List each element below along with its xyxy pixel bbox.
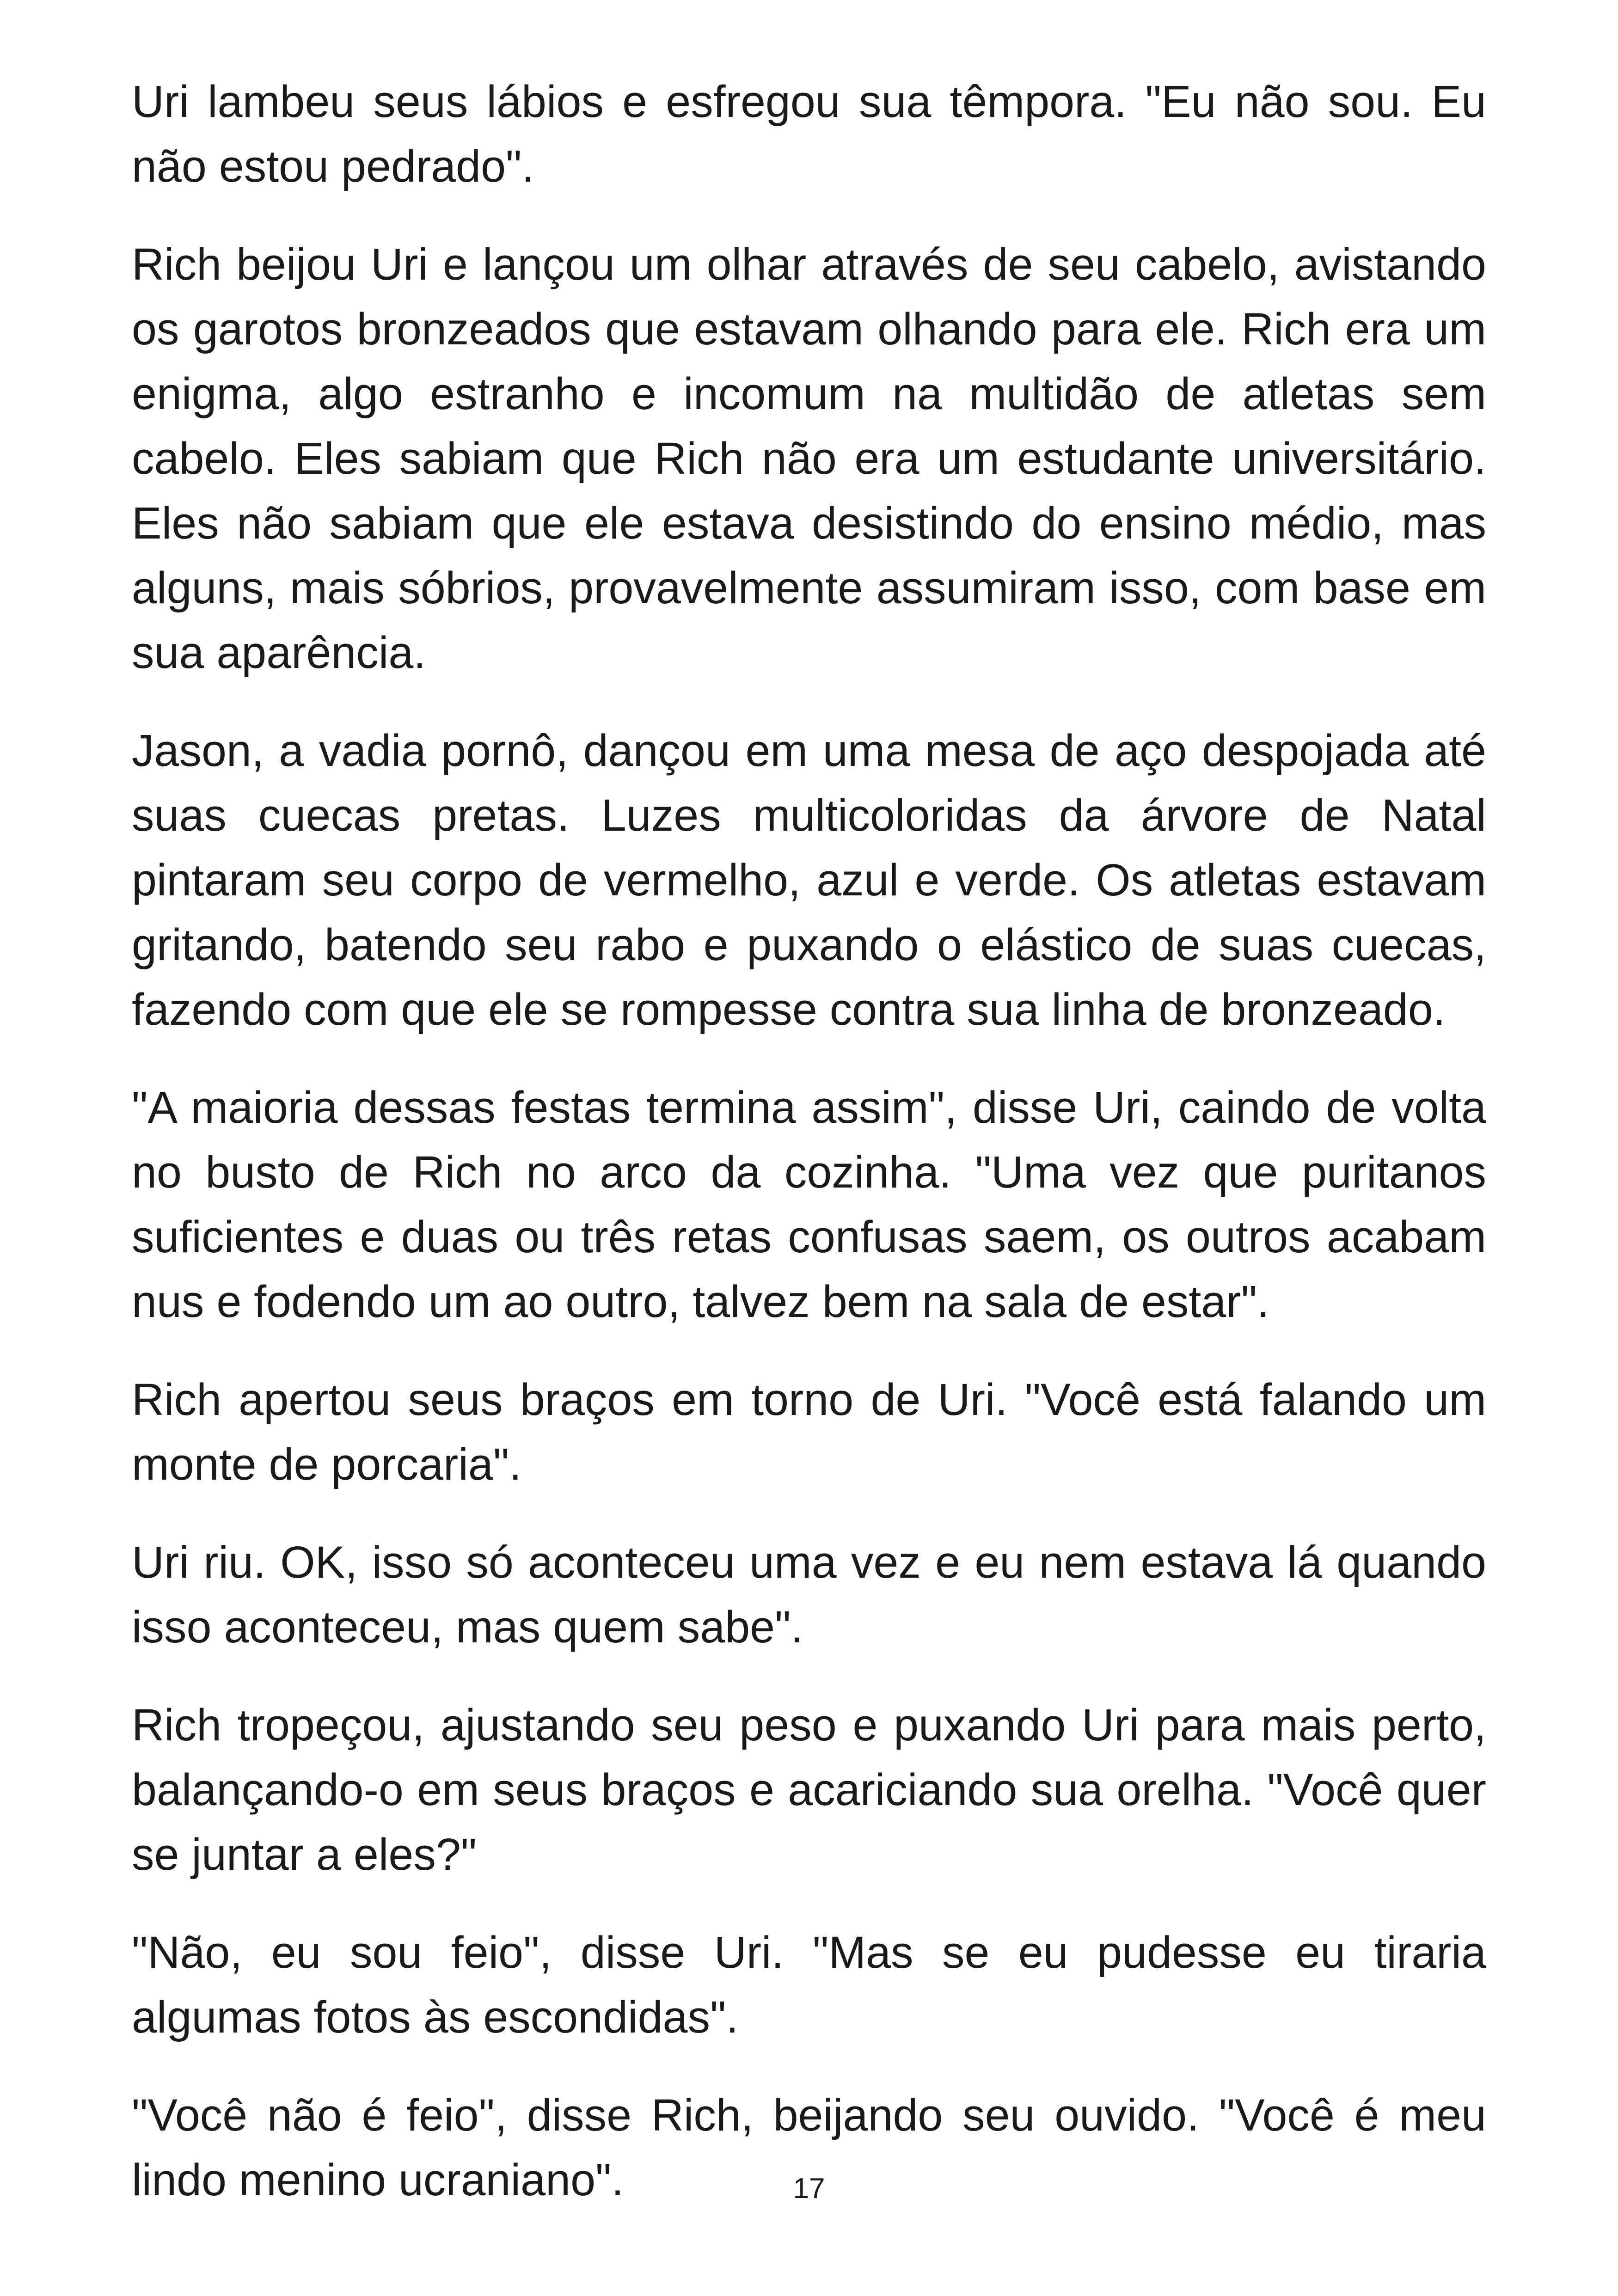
paragraph: Rich tropeçou, ajustando seu peso e puxando Uri para mais perto, balançando-o em seus braços e acariciando sua orelha. "Você quer se juntar a eles?" (132, 1700, 1486, 1880)
page-number: 17 (793, 2173, 825, 2204)
paragraph: Rich beijou Uri e lançou um olhar através de seu cabelo, avistando os garotos bronzeados que estavam olhando para ele. Rich era um enigma, algo estranho e incomum na multidão de atletas sem cabelo. Eles sabiam que Rich não era um estudante universitário. Eles não sabiam que ele estava desistindo do ensino médio, mas alguns, mais sóbrios, provavelmente assumiram isso, com base em sua aparência. (132, 239, 1486, 678)
paragraph: Jason, a vadia pornô, dançou em uma mesa de aço despojada até suas cuecas pretas. Luzes multicoloridas da árvore de Natal pintaram seu corpo de vermelho, azul e verde. Os atletas estavam gritando, batendo seu rabo e puxando o elástico de suas cuecas, fazendo com que ele se rompesse contra sua linha de bronzeado. (132, 725, 1486, 1035)
paragraph: "Não, eu sou feio", disse Uri. "Mas se eu pudesse eu tiraria algumas fotos às escondidas". (132, 1927, 1486, 2042)
paragraph: Rich apertou seus braços em torno de Uri. "Você está falando um monte de porcaria". (132, 1374, 1486, 1489)
paragraph: Uri lambeu seus lábios e esfregou sua têmpora. "Eu não sou. Eu não estou pedrado". (132, 76, 1486, 191)
paragraph: "A maioria dessas festas termina assim", disse Uri, caindo de volta no busto de Rich no arco da cozinha. "Uma vez que puritanos suficientes e duas ou três retas confusas saem, os outros acabam nus e fodendo um ao outro, talvez bem na sala de estar". (132, 1082, 1486, 1327)
paragraph: Uri riu. OK, isso só aconteceu uma vez e eu nem estava lá quando isso aconteceu, mas quem sabe". (132, 1537, 1486, 1652)
paragraph: "Você não é feio", disse Rich, beijando seu ouvido. "Você é meu lindo menino ucraniano". (132, 2090, 1486, 2205)
body-text (132, 69, 1486, 2246)
